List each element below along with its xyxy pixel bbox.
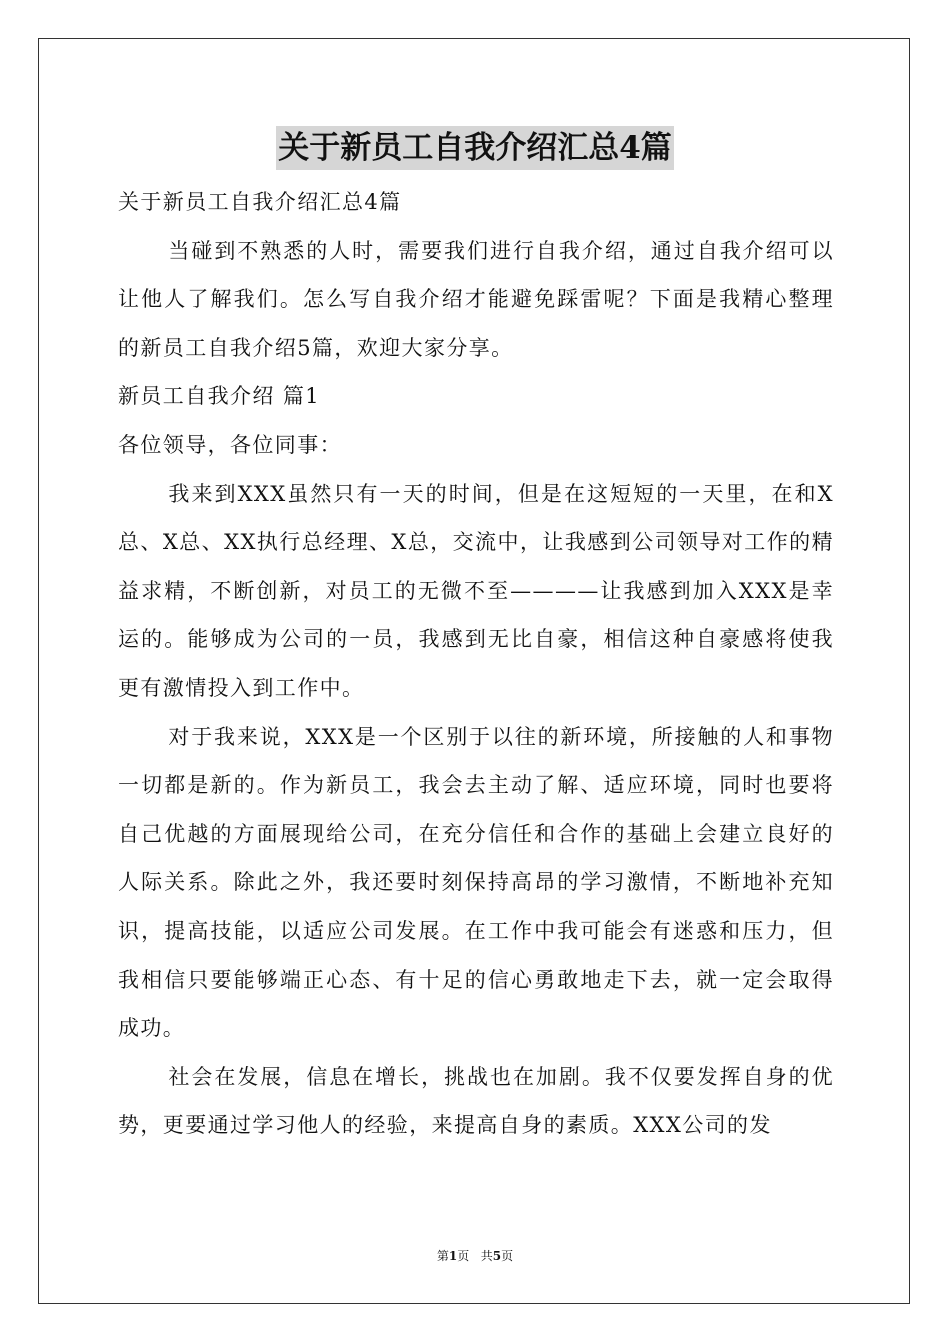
paragraph-6: 社会在发展，信息在增长，挑战也在加剧。我不仅要发挥自身的优势，更要通过学习他人的经验，来提高自身的素质。XXX公司的发: [118, 1064, 834, 1138]
footer-current-page: 1: [448, 1249, 458, 1263]
footer-total-prefix: 共: [480, 1249, 493, 1263]
page-footer: [0, 1248, 950, 1264]
document-title: 关于新员工自我介绍汇总4篇: [276, 126, 674, 170]
footer-prefix: 第: [436, 1249, 449, 1263]
paragraph-5: 对于我来说，XXX是一个区别于以往的新环境，所接触的人和事物一切都是新的。作为新员工，我会去主动了解、适应环境，同时也要将自己优越的方面展现给公司，在充分信任和合作的基础上会建立良好的人际关系。除此之外，我还要时刻保持高昂的学习激情，不断地补充知识，提高技能，以适应公司发展。在工作中我可能会有迷惑和压力，但我相信只要能够端正心态、有十足的信心勇敢地走下去，就一定会取得成功。: [118, 724, 834, 1041]
paragraph-1: 当碰到不熟悉的人时，需要我们进行自我介绍，通过自我介绍可以让他人了解我们。怎么写自我介绍才能避免踩雷呢？下面是我精心整理的新员工自我介绍5篇，欢迎大家分享。: [118, 238, 834, 360]
title-container: [0, 126, 950, 170]
document-body: [118, 178, 834, 1150]
paragraph-0: 关于新员工自我介绍汇总4篇: [118, 190, 402, 214]
footer-total-unit: 页: [501, 1249, 514, 1263]
paragraph-4: 我来到XXX虽然只有一天的时间，但是在这短短的一天里，在和X总、X总、XX执行总经理、X总，交流中，让我感到公司领导对工作的精益求精，不断创新，对员工的无微不至————让我感到加入XXX是幸运的。能够成为公司的一员，我感到无比自豪，相信这种自豪感将使我更有激情投入到工作中。: [118, 481, 834, 700]
footer-page-unit: 页: [457, 1249, 470, 1263]
footer-total-pages: 5: [492, 1249, 502, 1263]
paragraph-3: 各位领导，各位同事：: [118, 432, 342, 457]
paragraph-2: 新员工自我介绍 篇1: [118, 384, 321, 409]
